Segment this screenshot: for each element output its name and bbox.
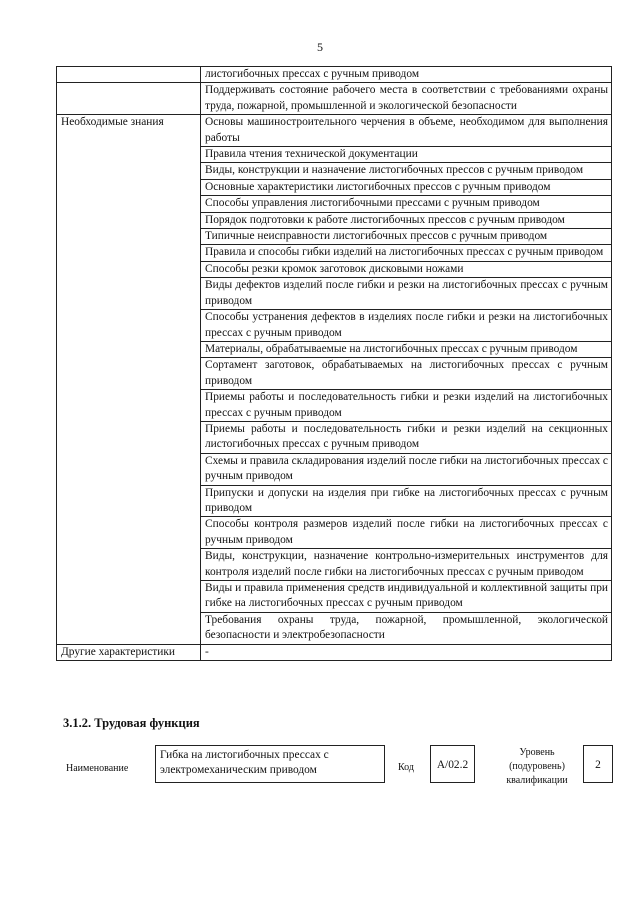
- row-text: Порядок подготовки к работе листогибочных прессов с ручным приводом: [201, 212, 612, 228]
- level-label: Уровень (подуровень) квалификации: [506, 747, 568, 786]
- row-text: Виды, конструкции, назначение контрольно-измерительных инструментов для контроля изделий после гибки на листогибочных прессах с ручным приводом: [201, 549, 612, 581]
- code-label: Код: [398, 762, 414, 773]
- row-text: Способы устранения дефектов в изделиях после гибки и резки на листогибочных прессах с ручным приводом: [201, 310, 612, 342]
- table-row: [57, 83, 612, 115]
- row-text: Типичные неисправности листогибочных прессов с ручным приводом: [201, 229, 612, 245]
- row-text: Способы контроля размеров изделий после гибки на листогибочных прессах с ручным приводом: [201, 517, 612, 549]
- row-text: -: [201, 644, 612, 660]
- row-label: [57, 83, 201, 115]
- row-text: Правила и способы гибки изделий на листогибочных прессах с ручным приводом: [201, 245, 612, 261]
- row-text: Правила чтения технической документации: [201, 147, 612, 163]
- row-text: Поддерживать состояние рабочего места в соответствии с требованиями охраны труда, пожарной, промышленной и экологической безопасности: [201, 83, 612, 115]
- row-text: Схемы и правила складирования изделий после гибки на листогибочных прессах с ручным приводом: [201, 453, 612, 485]
- level-box: 2: [583, 745, 613, 783]
- row-text: Материалы, обрабатываемые на листогибочных прессах с ручным приводом: [201, 341, 612, 357]
- row-text: Припуски и допуски на изделия при гибке на листогибочных прессах с ручным приводом: [201, 485, 612, 517]
- row-text: Виды и правила применения средств индивидуальной и коллективной защиты при гибке на листогибочных прессах с ручным приводом: [201, 581, 612, 613]
- row-text: Виды дефектов изделий после гибки и резки на листогибочных прессах с ручным приводом: [201, 278, 612, 310]
- table-row: [57, 644, 612, 660]
- table-row: [57, 67, 612, 83]
- requirements-table: [56, 66, 612, 661]
- row-text: Сортамент заготовок, обрабатываемых на листогибочных прессах с ручным приводом: [201, 358, 612, 390]
- required-knowledge-label: Необходимые знания: [57, 115, 201, 644]
- row-label: [57, 67, 201, 83]
- row-text: Приемы работы и последовательность гибки и резки изделий на секционных листогибочных прессах с ручным приводом: [201, 421, 612, 453]
- row-text: Способы управления листогибочными прессами с ручным приводом: [201, 196, 612, 212]
- table-row: [57, 115, 612, 147]
- page-number: 5: [317, 40, 323, 54]
- row-text: Способы резки кромок заготовок дисковыми ножами: [201, 261, 612, 277]
- row-text: Основы машиностроительного черчения в объеме, необходимом для выполнения работы: [201, 115, 612, 147]
- section-title: 3.1.2. Трудовая функция: [63, 716, 200, 730]
- name-label: Наименование: [66, 763, 129, 774]
- row-text: Основные характеристики листогибочных прессов с ручным приводом: [201, 179, 612, 195]
- other-characteristics-label: Другие характеристики: [57, 644, 201, 660]
- row-text: Приемы работы и последовательность гибки и резки изделий на листогибочных прессах с ручным приводом: [201, 390, 612, 422]
- function-code-box: А/02.2: [430, 745, 475, 783]
- row-text: листогибочных прессах с ручным приводом: [201, 67, 612, 83]
- row-text: Виды, конструкции и назначение листогибочных прессов с ручным приводом: [201, 163, 612, 179]
- row-text: Требования охраны труда, пожарной, промышленной, экологической безопасности и электробезопасности: [201, 612, 612, 644]
- function-name-box: Гибка на листогибочных прессах с электромеханическим приводом: [155, 745, 385, 783]
